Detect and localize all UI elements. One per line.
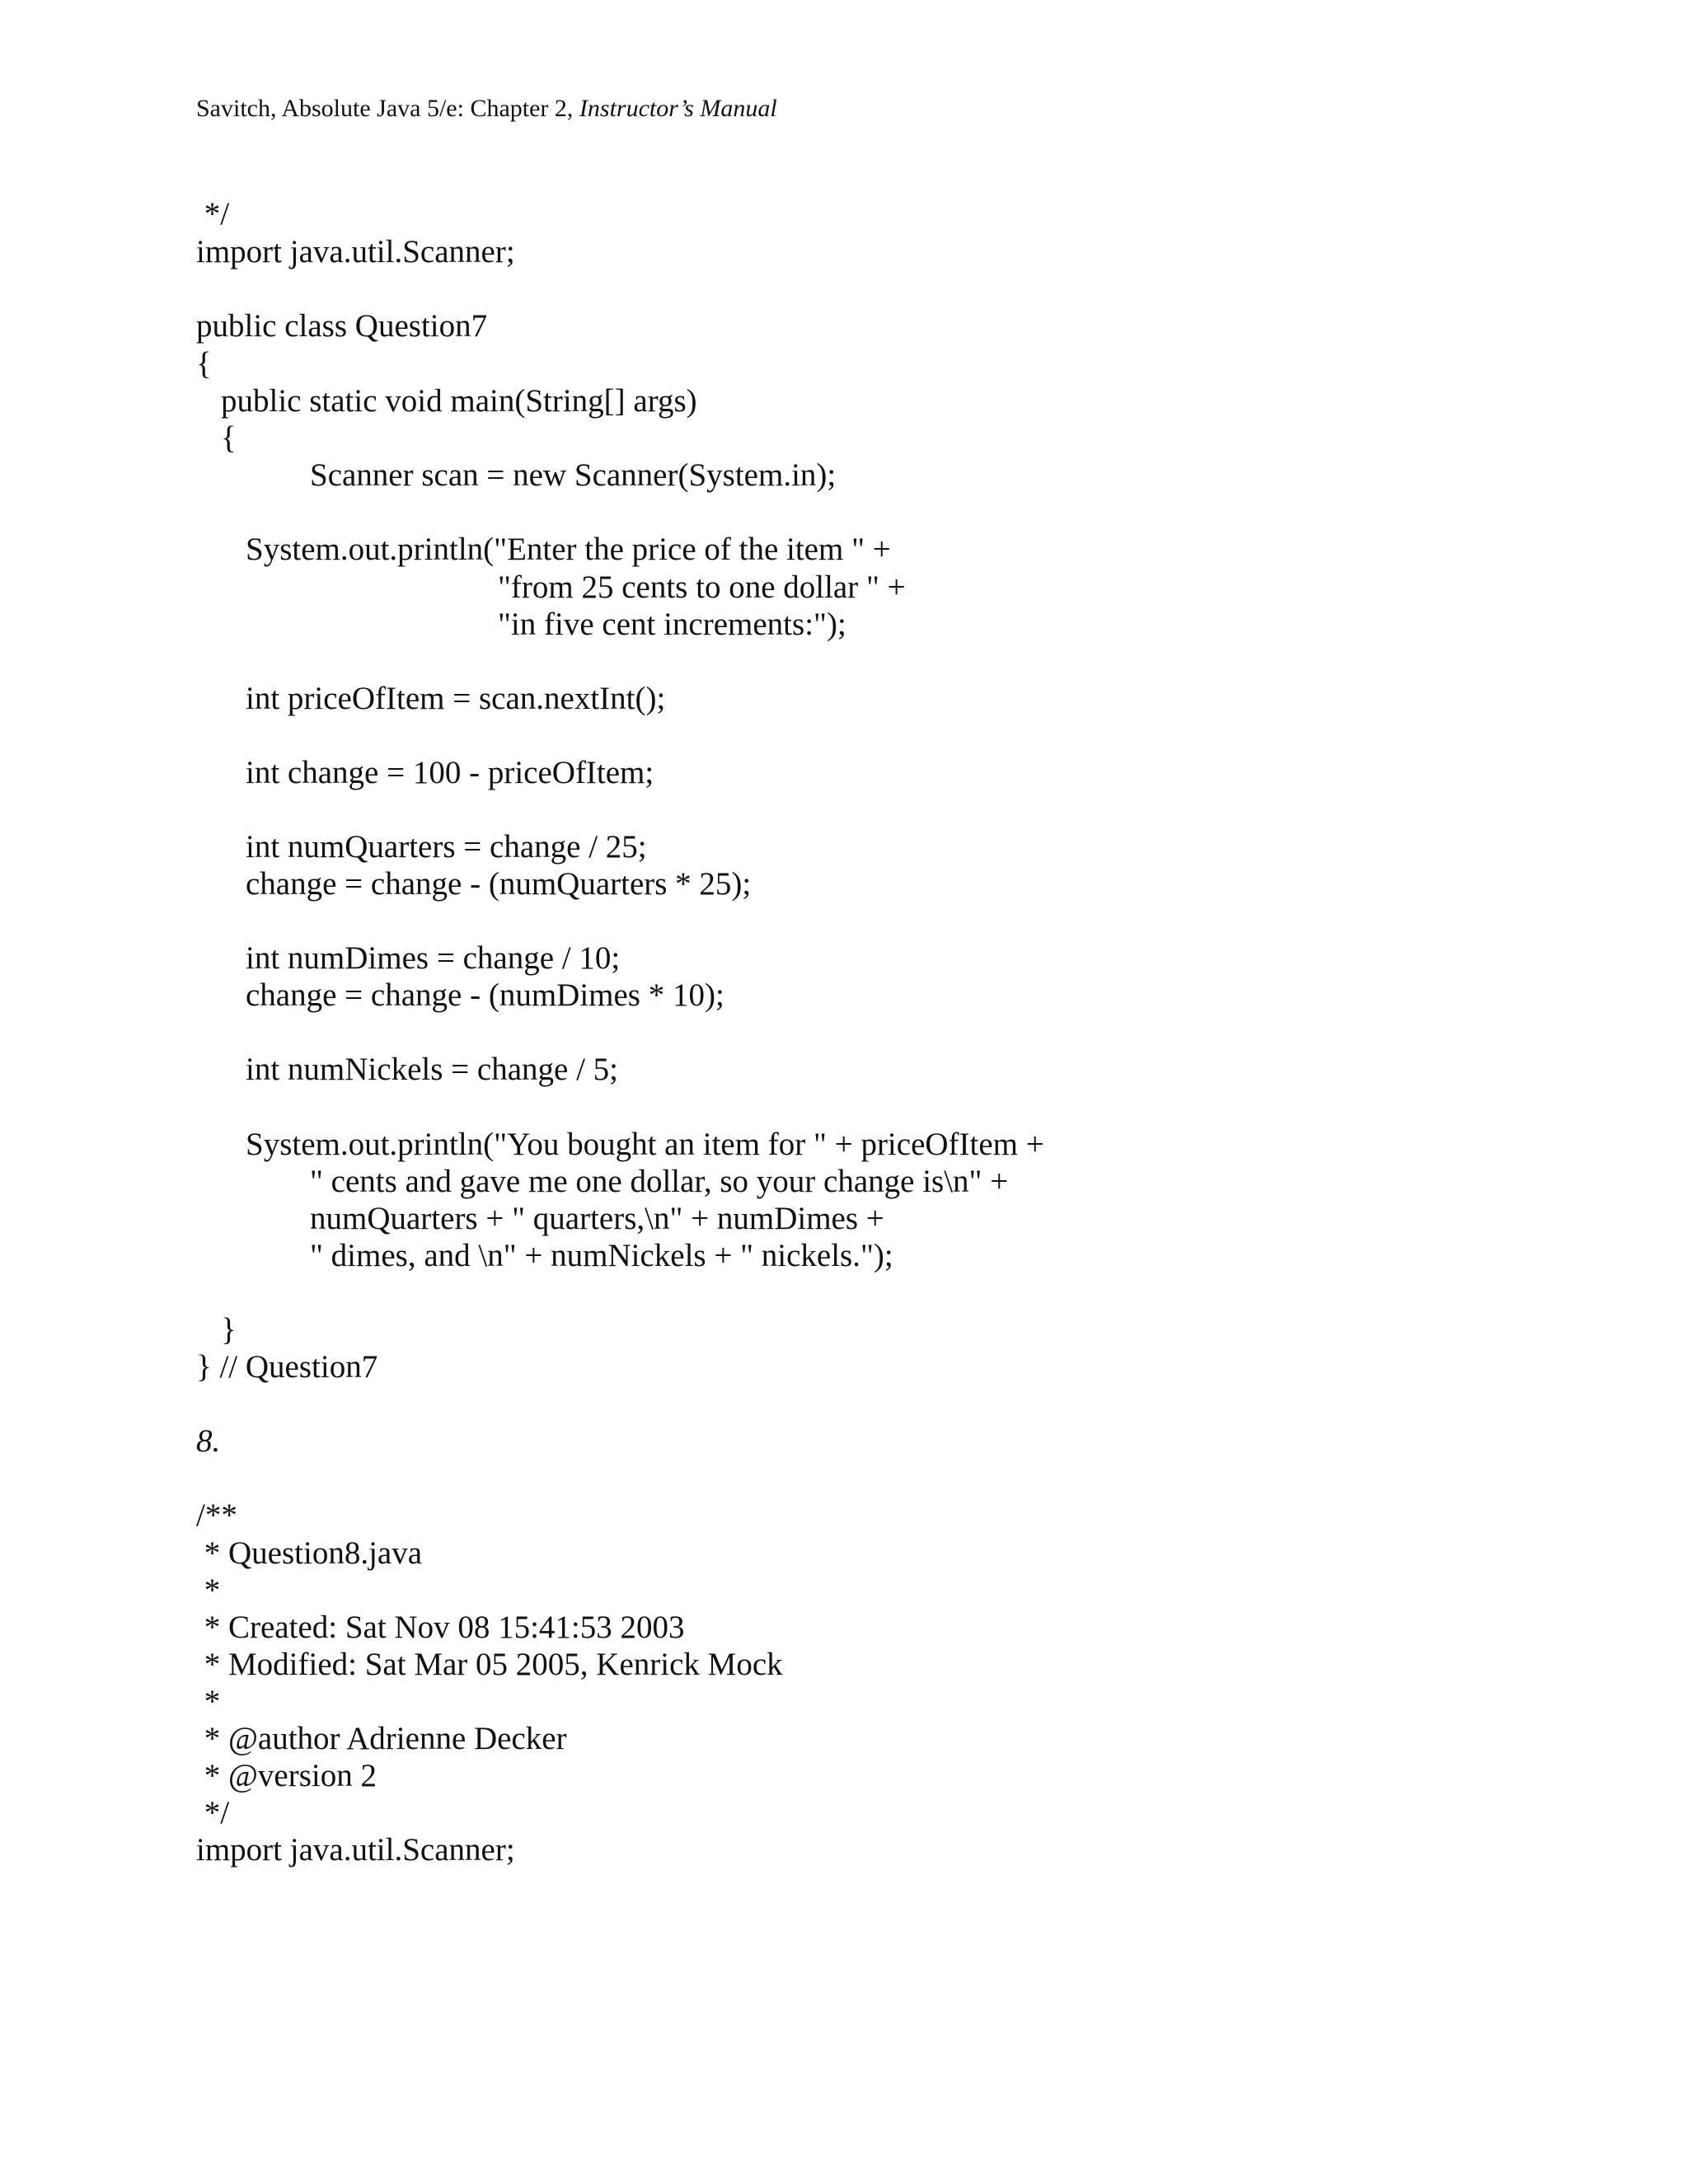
code-line: System.out.println("Enter the price of the item " + <box>246 532 891 567</box>
question-number: 8. <box>196 1423 221 1459</box>
code-line: /** <box>196 1497 237 1533</box>
code-line: * @version 2 <box>196 1758 377 1793</box>
code-line: * <box>196 1572 221 1608</box>
code-line: int priceOfItem = scan.nextInt(); <box>246 681 666 716</box>
code-line: import java.util.Scanner; <box>196 234 515 269</box>
code-line: public static void main(String[] args) <box>221 383 697 419</box>
code-line: * <box>196 1684 221 1719</box>
code-line: import java.util.Scanner; <box>196 1832 515 1868</box>
code-line: * Question8.java <box>196 1535 423 1571</box>
code-line: int change = 100 - priceOfItem; <box>246 755 654 790</box>
code-line: Scanner scan = new Scanner(System.in); <box>310 457 837 493</box>
code-line: } <box>221 1312 237 1347</box>
code-line: public class Question7 <box>196 308 488 344</box>
code-line: "in five cent increments:"); <box>498 607 846 642</box>
code-line: "from 25 cents to one dollar " + <box>498 569 906 605</box>
code-line: System.out.println("You bought an item for " + priceOfItem + <box>246 1127 1044 1162</box>
header-italic-text: Instructor’s Manual <box>579 95 777 122</box>
code-line: */ <box>196 1795 230 1830</box>
code-line: int numQuarters = change / 25; <box>246 829 647 865</box>
code-line: " dimes, and \n" + numNickels + " nickels."); <box>310 1238 893 1273</box>
code-line: } // Question7 <box>196 1349 378 1385</box>
code-line: */ <box>196 196 230 232</box>
code-line: int numDimes = change / 10; <box>246 940 621 976</box>
code-line: * Modified: Sat Mar 05 2005, Kenrick Mock <box>196 1647 783 1682</box>
header-text: Savitch, Absolute Java 5/e: Chapter 2, <box>196 95 579 122</box>
code-line: { <box>196 346 212 382</box>
code-line: " cents and gave me one dollar, so your change is\n" + <box>310 1164 1009 1199</box>
code-line: * Created: Sat Nov 08 15:41:53 2003 <box>196 1610 685 1645</box>
running-header <box>196 92 777 125</box>
code-line: change = change - (numQuarters * 25); <box>246 866 752 902</box>
code-line: int numNickels = change / 5; <box>246 1052 618 1087</box>
code-line: * @author Adrienne Decker <box>196 1721 567 1756</box>
code-line: change = change - (numDimes * 10); <box>246 977 724 1013</box>
code-line: numQuarters + " quarters,\n" + numDimes + <box>310 1201 884 1236</box>
code-line: { <box>221 420 237 456</box>
